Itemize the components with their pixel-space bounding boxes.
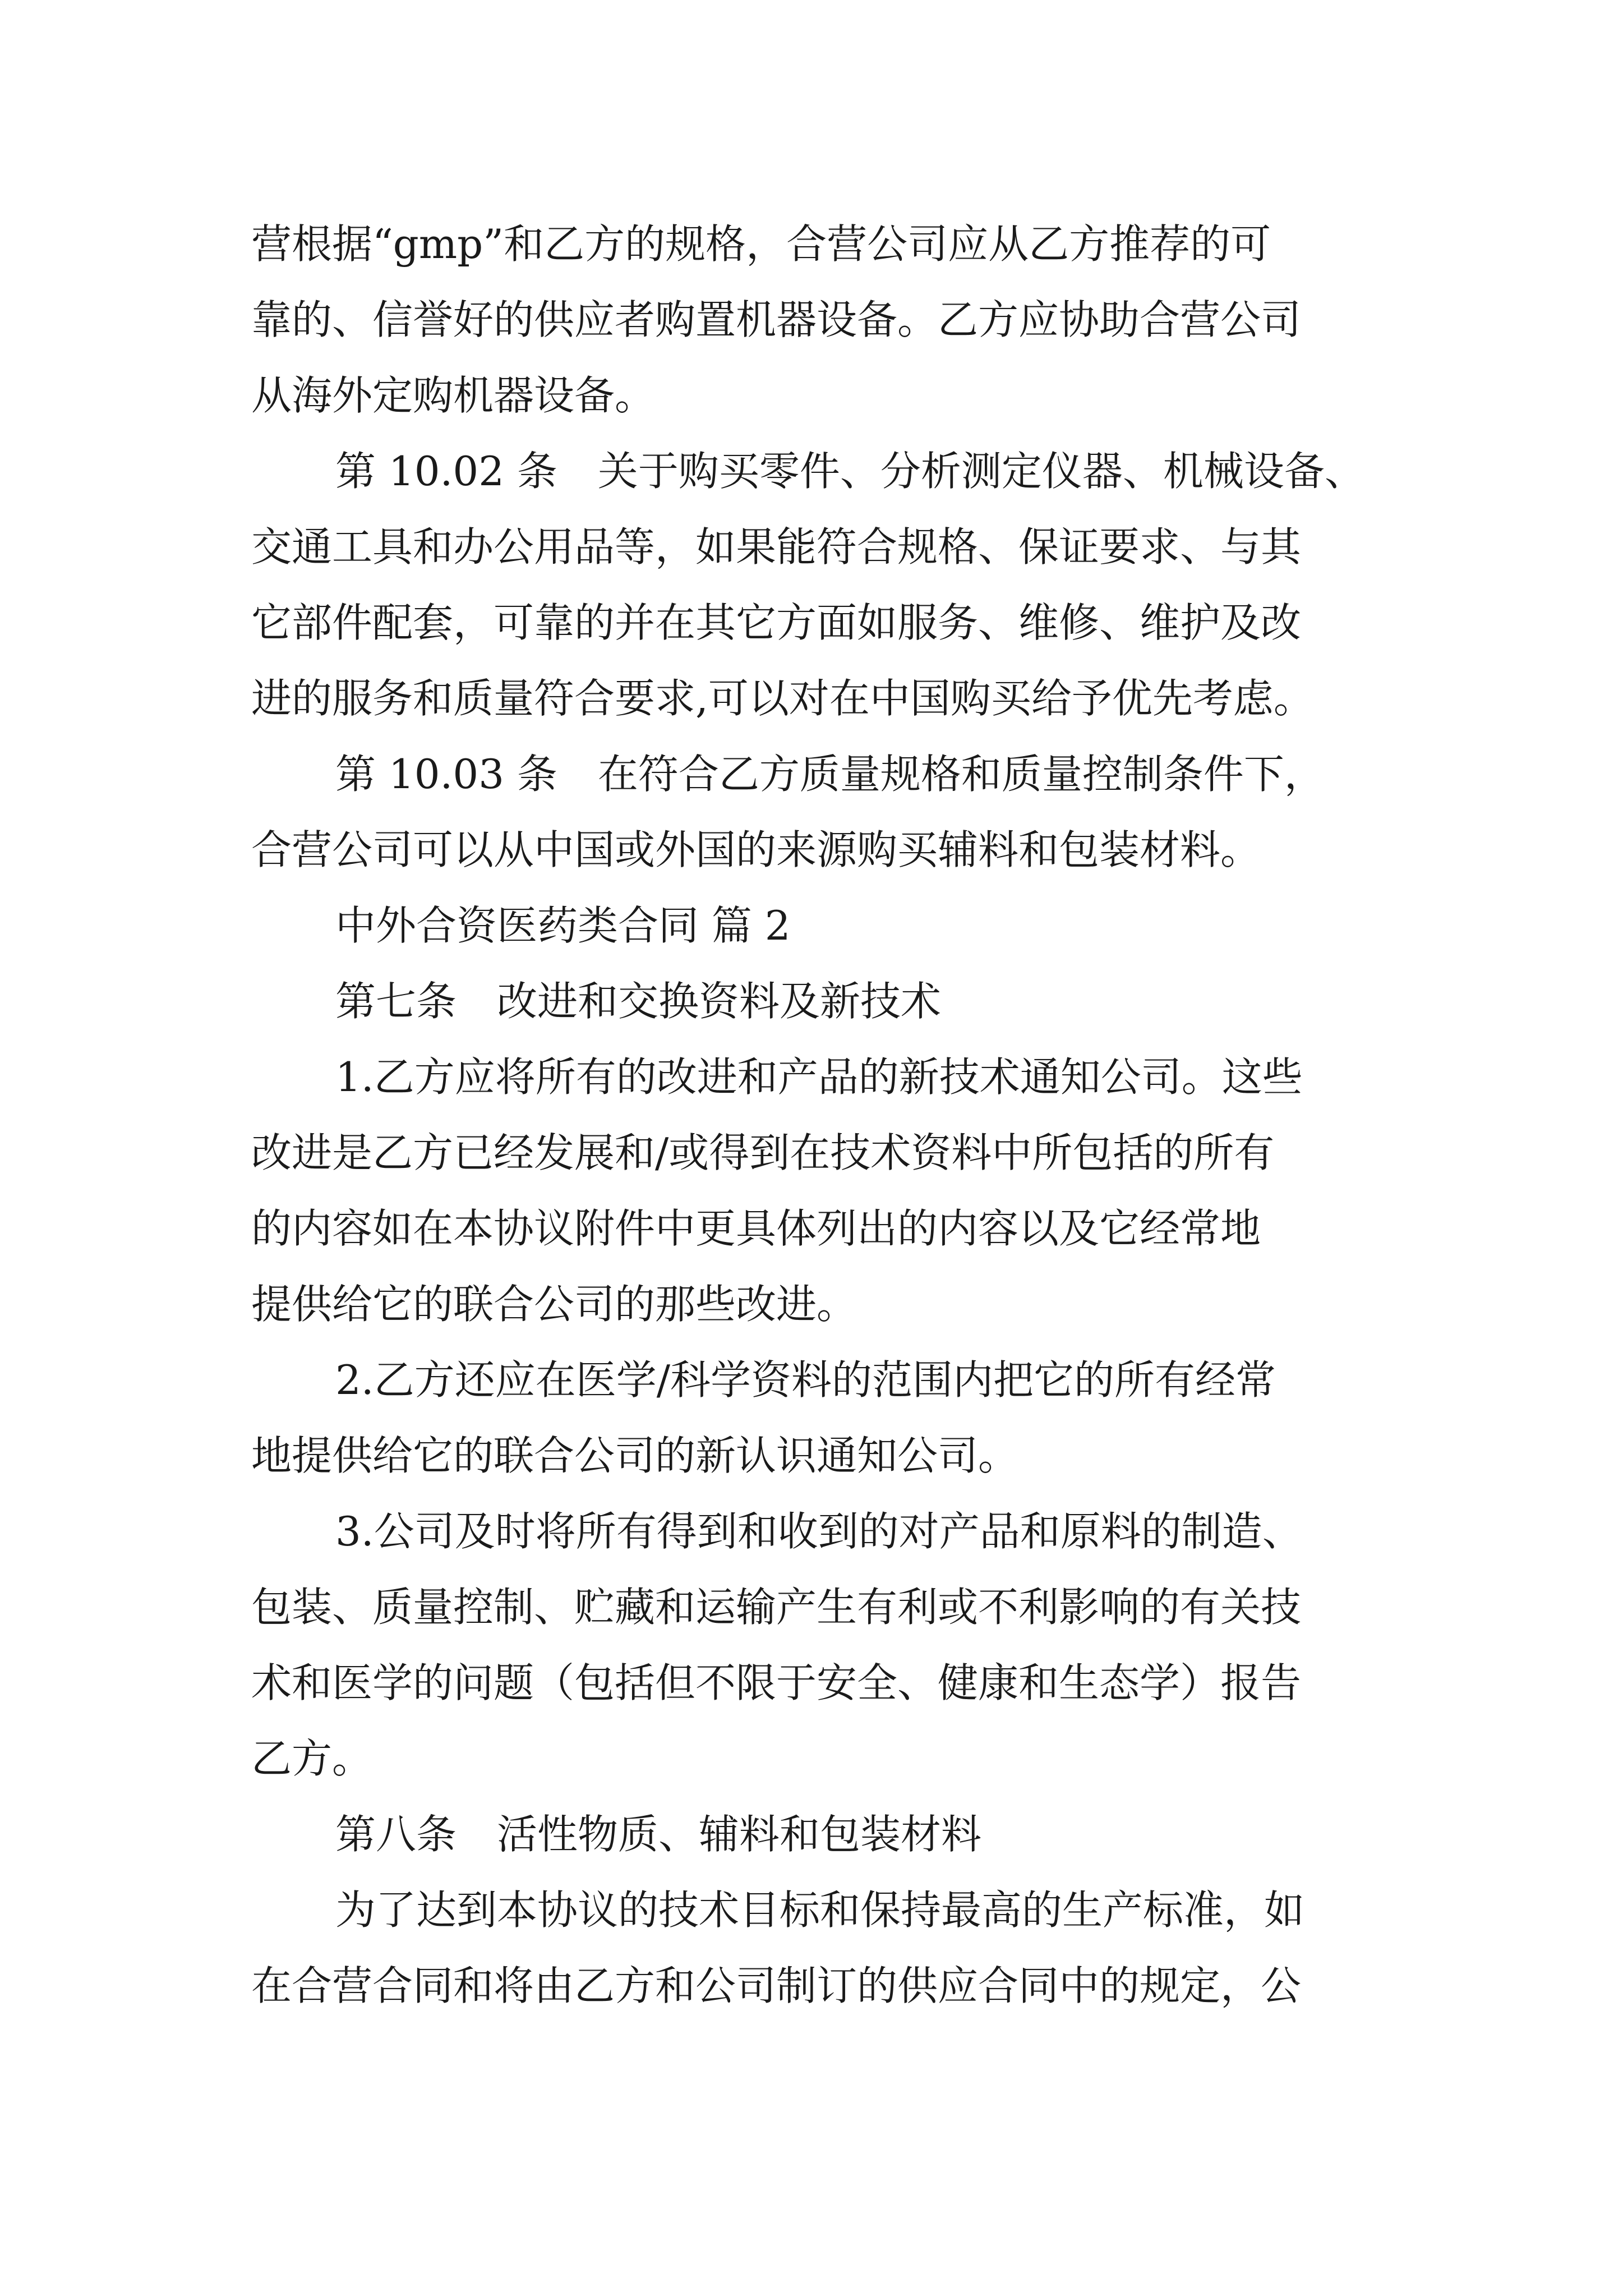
text-line: 它部件配套，可靠的并在其它方面如服务、维修、维护及改: [251, 599, 1302, 646]
section-heading: 中外合资医药类合同 篇 2: [335, 902, 791, 949]
text-line: 从海外定购机器设备。: [251, 372, 656, 419]
text-line: 交通工具和办公用品等，如果能符合规格、保证要求、与其: [251, 523, 1302, 570]
text-line: 包装、质量控制、贮藏和运输产生有利或不利影响的有关技: [251, 1584, 1302, 1631]
text-line: 在合营合同和将由乙方和公司制订的供应合同中的规定，公: [251, 1962, 1302, 2009]
text-line: 合营公司可以从中国或外国的来源购买辅料和包装材料。: [251, 826, 1261, 873]
text-line: 乙方。: [251, 1735, 373, 1782]
text-line: 2.乙方还应在医学/科学资料的范围内把它的所有经常: [335, 1356, 1276, 1404]
text-line: 提供给它的联合公司的那些改进。: [251, 1281, 857, 1328]
text-line: 3.公司及时将所有得到和收到的对产品和原料的制造、: [335, 1508, 1303, 1555]
text-line: 为了达到本协议的技术目标和保持最高的生产标准，如: [335, 1887, 1305, 1934]
article-heading: 第八条 活性物质、辅料和包装材料: [335, 1811, 982, 1858]
article-heading: 第七条 改进和交换资料及新技术: [335, 978, 942, 1025]
text-line: 第 10.03 条 在符合乙方质量规格和质量控制条件下，: [335, 751, 1325, 798]
text-line: 1.乙方应将所有的改进和产品的新技术通知公司。这些: [335, 1053, 1303, 1101]
text-line: 术和医学的问题（包括但不限于安全、健康和生态学）报告: [251, 1659, 1302, 1706]
text-line: 地提供给它的联合公司的新认识通知公司。: [251, 1432, 1019, 1479]
text-line: 进的服务和质量符合要求,可以对在中国购买给予优先考虑。: [251, 675, 1314, 722]
text-line: 的内容如在本协议附件中更具体列出的内容以及它经常地: [251, 1205, 1261, 1252]
text-line: 营根据“gmp”和乙方的规格，合营公司应从乙方推荐的可: [251, 220, 1271, 268]
text-line: 靠的、信誉好的供应者购置机器设备。乙方应协助合营公司: [251, 296, 1302, 343]
text-line: 改进是乙方已经发展和/或得到在技术资料中所包括的所有: [251, 1129, 1275, 1176]
text-line: 第 10.02 条 关于购买零件、分析测定仪器、机械设备、: [335, 448, 1365, 495]
